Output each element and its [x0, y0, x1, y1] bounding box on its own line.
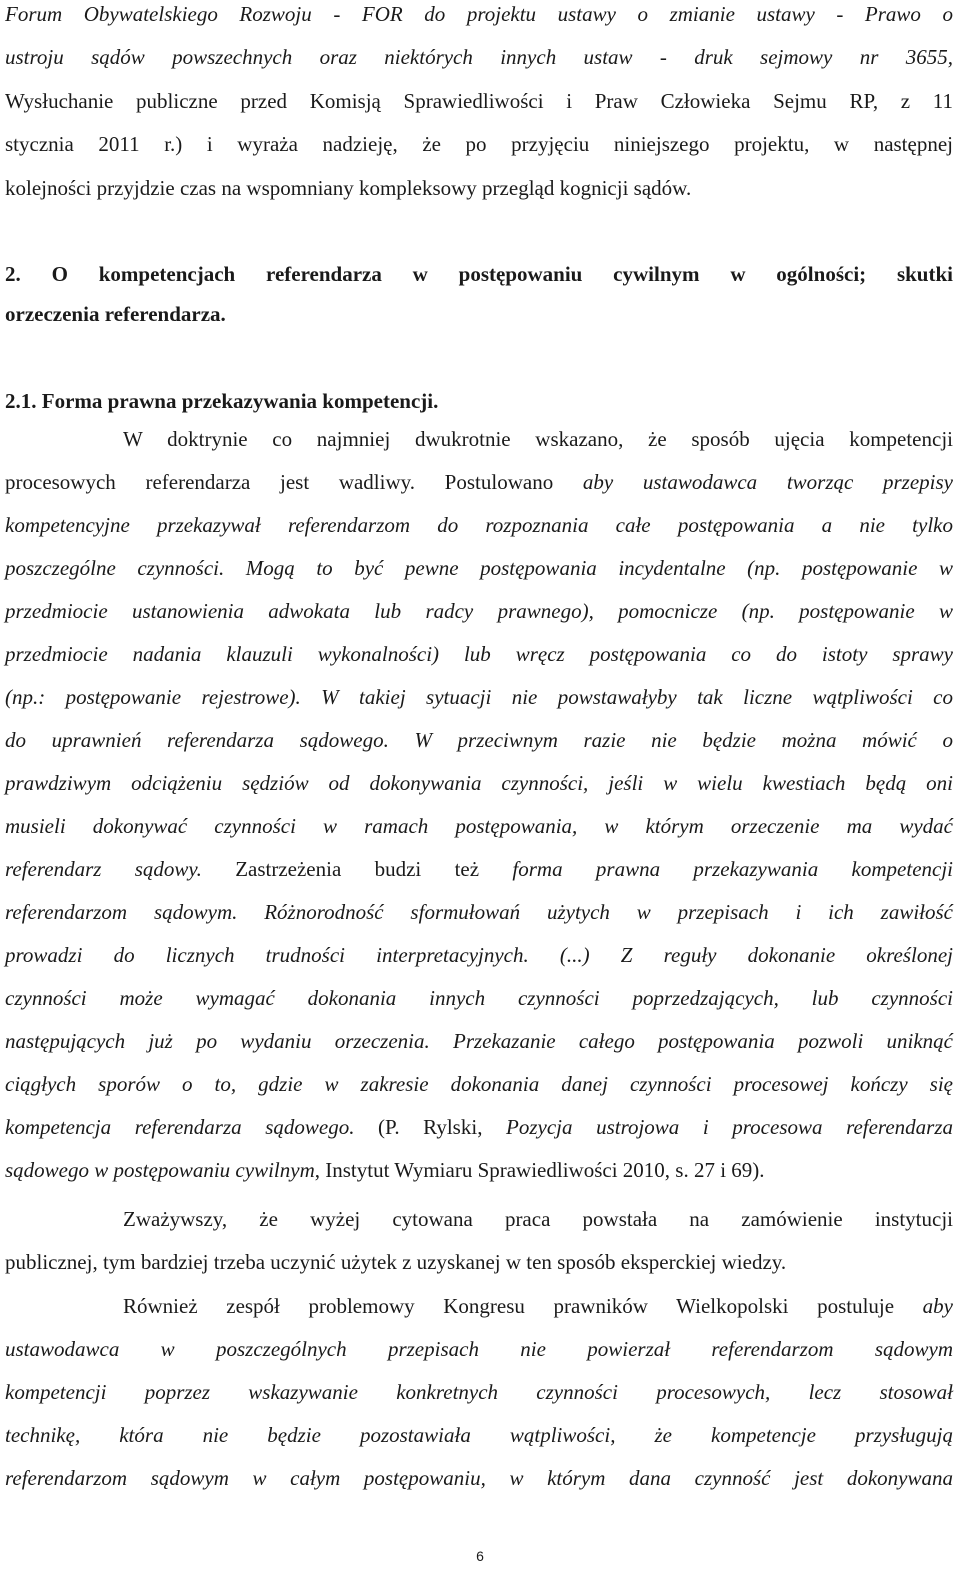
italic-span: aby ustawodawca tworząc przepisy: [582, 470, 953, 494]
text-line: stycznia 2011 r.) i wyraża nadzieję, że po przyjęciu niniejszego projektu, w następnej: [5, 132, 953, 157]
text-line: do uprawnień referendarza sądowego. W przeciwnym razie nie będzie można mówić o: [5, 728, 953, 752]
text-line: Zważywszy, że wyżej cytowana praca powstała na zamówienie instytucji: [123, 1207, 953, 1231]
text-line: Wysłuchanie publiczne przed Komisją Sprawiedliwości i Praw Człowieka Sejmu RP, z 11: [5, 88, 953, 113]
text-line: (np.: postępowanie rejestrowe). W takiej sytuacji nie powstawałyby tak liczne wątpliwości co: [5, 685, 953, 709]
italic-span: forma prawna przekazywania kompetencji: [512, 857, 953, 881]
italic-span: referendarz sądowy.: [5, 857, 236, 881]
text-line: kompetencji poprzez wskazywanie konkretnych czynności procesowych, lecz stosował: [5, 1380, 953, 1404]
text-line: Forum Obywatelskiego Rozwoju - FOR do projektu ustawy o zmianie ustawy - Prawo o: [5, 2, 953, 26]
page-number: 6: [476, 1548, 484, 1564]
text-line: [5, 1285, 953, 1328]
italic-span: sądowego w postępowaniu cywilnym: [5, 1158, 315, 1182]
text-span: Również zespół problemowy Kongresu prawników Wielkopolski postuluje: [123, 1294, 923, 1318]
text-line: referendarzom sądowym. Różnorodność sformułowań użytych w przepisach i ich zawiłość: [5, 900, 953, 924]
text-line: przedmiocie ustanowienia adwokata lub radcy prawnego), pomocnicze (np. postępowanie w: [5, 599, 953, 623]
italic-span: Pozycja ustrojowa i procesowa referendarza: [506, 1115, 953, 1139]
text-line: referendarzom sądowym w całym postępowaniu, w którym dana czynność jest dokonywana: [5, 1466, 953, 1490]
text-line: technikę, która nie będzie pozostawiała wątpliwości, że kompetencje przysługują: [5, 1423, 953, 1447]
text-line: [5, 848, 953, 891]
section-heading-2-1: [5, 381, 953, 421]
text-line: ustawodawca w poszczególnych przepisach nie powierzał referendarzom sądowym: [5, 1337, 953, 1361]
italic-span: aby: [922, 1294, 953, 1318]
text-span: (P. Rylski,: [378, 1115, 507, 1139]
text-line: [5, 461, 953, 504]
paragraph-congress-team: [5, 1285, 953, 1500]
text-line: ustroju sądów powszechnych oraz niektórych innych ustaw - druk sejmowy nr 3655,: [5, 45, 953, 70]
text-line: przedmiocie nadania klauzuli wykonalności) lub wręcz postępowania co do istoty sprawy: [5, 642, 953, 666]
section-heading-2: [5, 254, 953, 334]
italic-span: kompetencja referendarza sądowego.: [5, 1115, 379, 1139]
text-span: Zastrzeżenia budzi też: [235, 857, 513, 881]
text-line: prowadzi do licznych trudności interpretacyjnych. (...) Z reguły dokonanie określonej: [5, 943, 953, 967]
text-line: [5, 1106, 953, 1149]
text-line: kompetencyjne przekazywał referendarzom do rozpoznania całe postępowania a nie tylko: [5, 513, 953, 537]
text-span: , Instytut Wymiaru Sprawiedliwości 2010, s. 27 i 69).: [314, 1158, 765, 1182]
text-span: procesowych referendarza jest wadliwy. Postulowano: [5, 470, 583, 494]
text-line: [5, 1149, 953, 1192]
paragraph-intro-continuation: [5, 0, 953, 210]
text-line: musieli dokonywać czynności w ramach postępowania, w którym orzeczenie ma wydać: [5, 814, 953, 838]
heading-line: 2.1. Forma prawna przekazywania kompetencji.: [5, 389, 439, 413]
text-line: kolejności przyjdzie czas na wspomniany kompleksowy przegląd kognicji sądów.: [5, 175, 692, 200]
paragraph-commissioned-work: [5, 1198, 953, 1284]
text-line: ciągłych sporów o to, gdzie w zakresie dokonania danej czynności procesowej kończy się: [5, 1072, 953, 1096]
paragraph-doctrine-quote: [5, 418, 953, 1192]
heading-line: orzeczenia referendarza.: [5, 302, 226, 326]
text-line: poszczególne czynności. Mogą to być pewne postępowania incydentalne (np. postępowanie w: [5, 556, 953, 580]
text-line: następujących już po wydaniu orzeczenia. Przekazanie całego postępowania pozwoli uniknąć: [5, 1029, 953, 1053]
heading-line: 2. O kompetencjach referendarza w postępowaniu cywilnym w ogólności; skutki: [5, 262, 953, 286]
text-line: prawdziwym odciążeniu sędziów od dokonywania czynności, jeśli w wielu kwestiach będą oni: [5, 771, 953, 795]
text-line: W doktrynie co najmniej dwukrotnie wskazano, że sposób ujęcia kompetencji: [123, 427, 953, 451]
text-line: czynności może wymagać dokonania innych czynności poprzedzających, lub czynności: [5, 986, 953, 1010]
text-line: publicznej, tym bardziej trzeba uczynić użytek z uzyskanej w ten sposób eksperckiej wiedzy.: [5, 1250, 787, 1274]
